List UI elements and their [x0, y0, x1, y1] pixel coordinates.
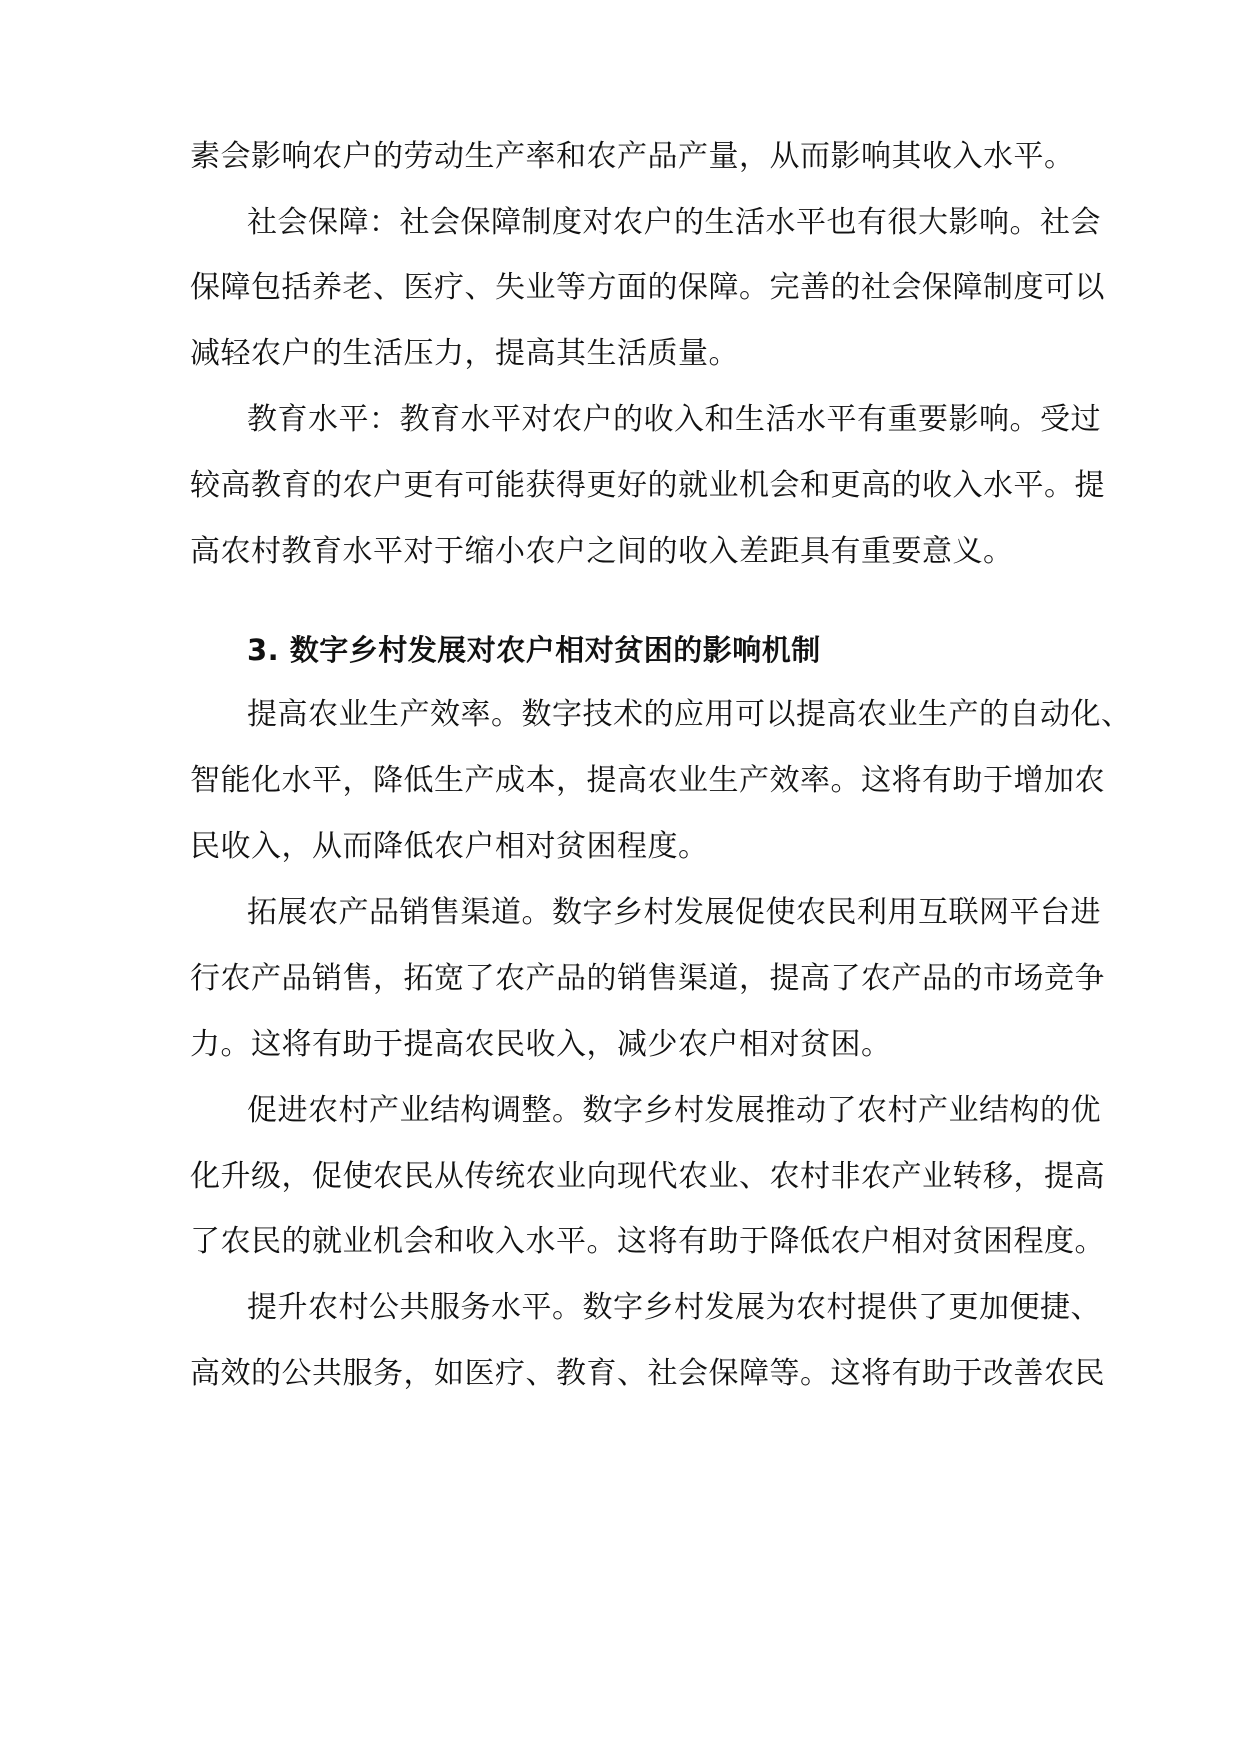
paragraph-line: 行农产品销售，拓宽了农产品的销售渠道，提高了农产品的市场竞争 — [190, 961, 1105, 996]
paragraph-line: 民收入，从而降低农户相对贫困程度。 — [190, 829, 709, 864]
paragraph-line: 高效的公共服务，如医疗、教育、社会保障等。这将有助于改善农民 — [190, 1356, 1105, 1391]
paragraph-line: 社会保障：社会保障制度对农户的生活水平也有很大影响。社会 — [247, 205, 1101, 240]
paragraph-line: 促进农村产业结构调整。数字乡村发展推动了农村产业结构的优 — [247, 1093, 1101, 1128]
paragraph-line: 提高农业生产效率。数字技术的应用可以提高农业生产的自动化、 — [247, 697, 1132, 732]
paragraph-line: 智能化水平，降低生产成本，提高农业生产效率。这将有助于增加农 — [190, 763, 1105, 798]
paragraph-line: 减轻农户的生活压力，提高其生活质量。 — [190, 336, 739, 371]
section-heading: 3. 数字乡村发展对农户相对贫困的影响机制 — [247, 633, 821, 667]
paragraph-line: 素会影响农户的劳动生产率和农产品产量，从而影响其收入水平。 — [190, 139, 1075, 174]
paragraph-line: 力。这将有助于提高农民收入，减少农户相对贫困。 — [190, 1027, 892, 1062]
paragraph-line: 较高教育的农户更有可能获得更好的就业机会和更高的收入水平。提 — [190, 468, 1105, 503]
paragraph-line: 了农民的就业机会和收入水平。这将有助于降低农户相对贫困程度。 — [190, 1224, 1105, 1259]
paragraph-line: 提升农村公共服务水平。数字乡村发展为农村提供了更加便捷、 — [247, 1290, 1101, 1325]
paragraph-line: 化升级，促使农民从传统农业向现代农业、农村非农产业转移，提高 — [190, 1159, 1105, 1194]
paragraph-line: 教育水平：教育水平对农户的收入和生活水平有重要影响。受过 — [247, 402, 1101, 437]
paragraph-line: 保障包括养老、医疗、失业等方面的保障。完善的社会保障制度可以 — [190, 270, 1105, 305]
paragraph-line: 高农村教育水平对于缩小农户之间的收入差距具有重要意义。 — [190, 534, 1014, 569]
paragraph-line: 拓展农产品销售渠道。数字乡村发展促使农民利用互联网平台进 — [247, 895, 1101, 930]
